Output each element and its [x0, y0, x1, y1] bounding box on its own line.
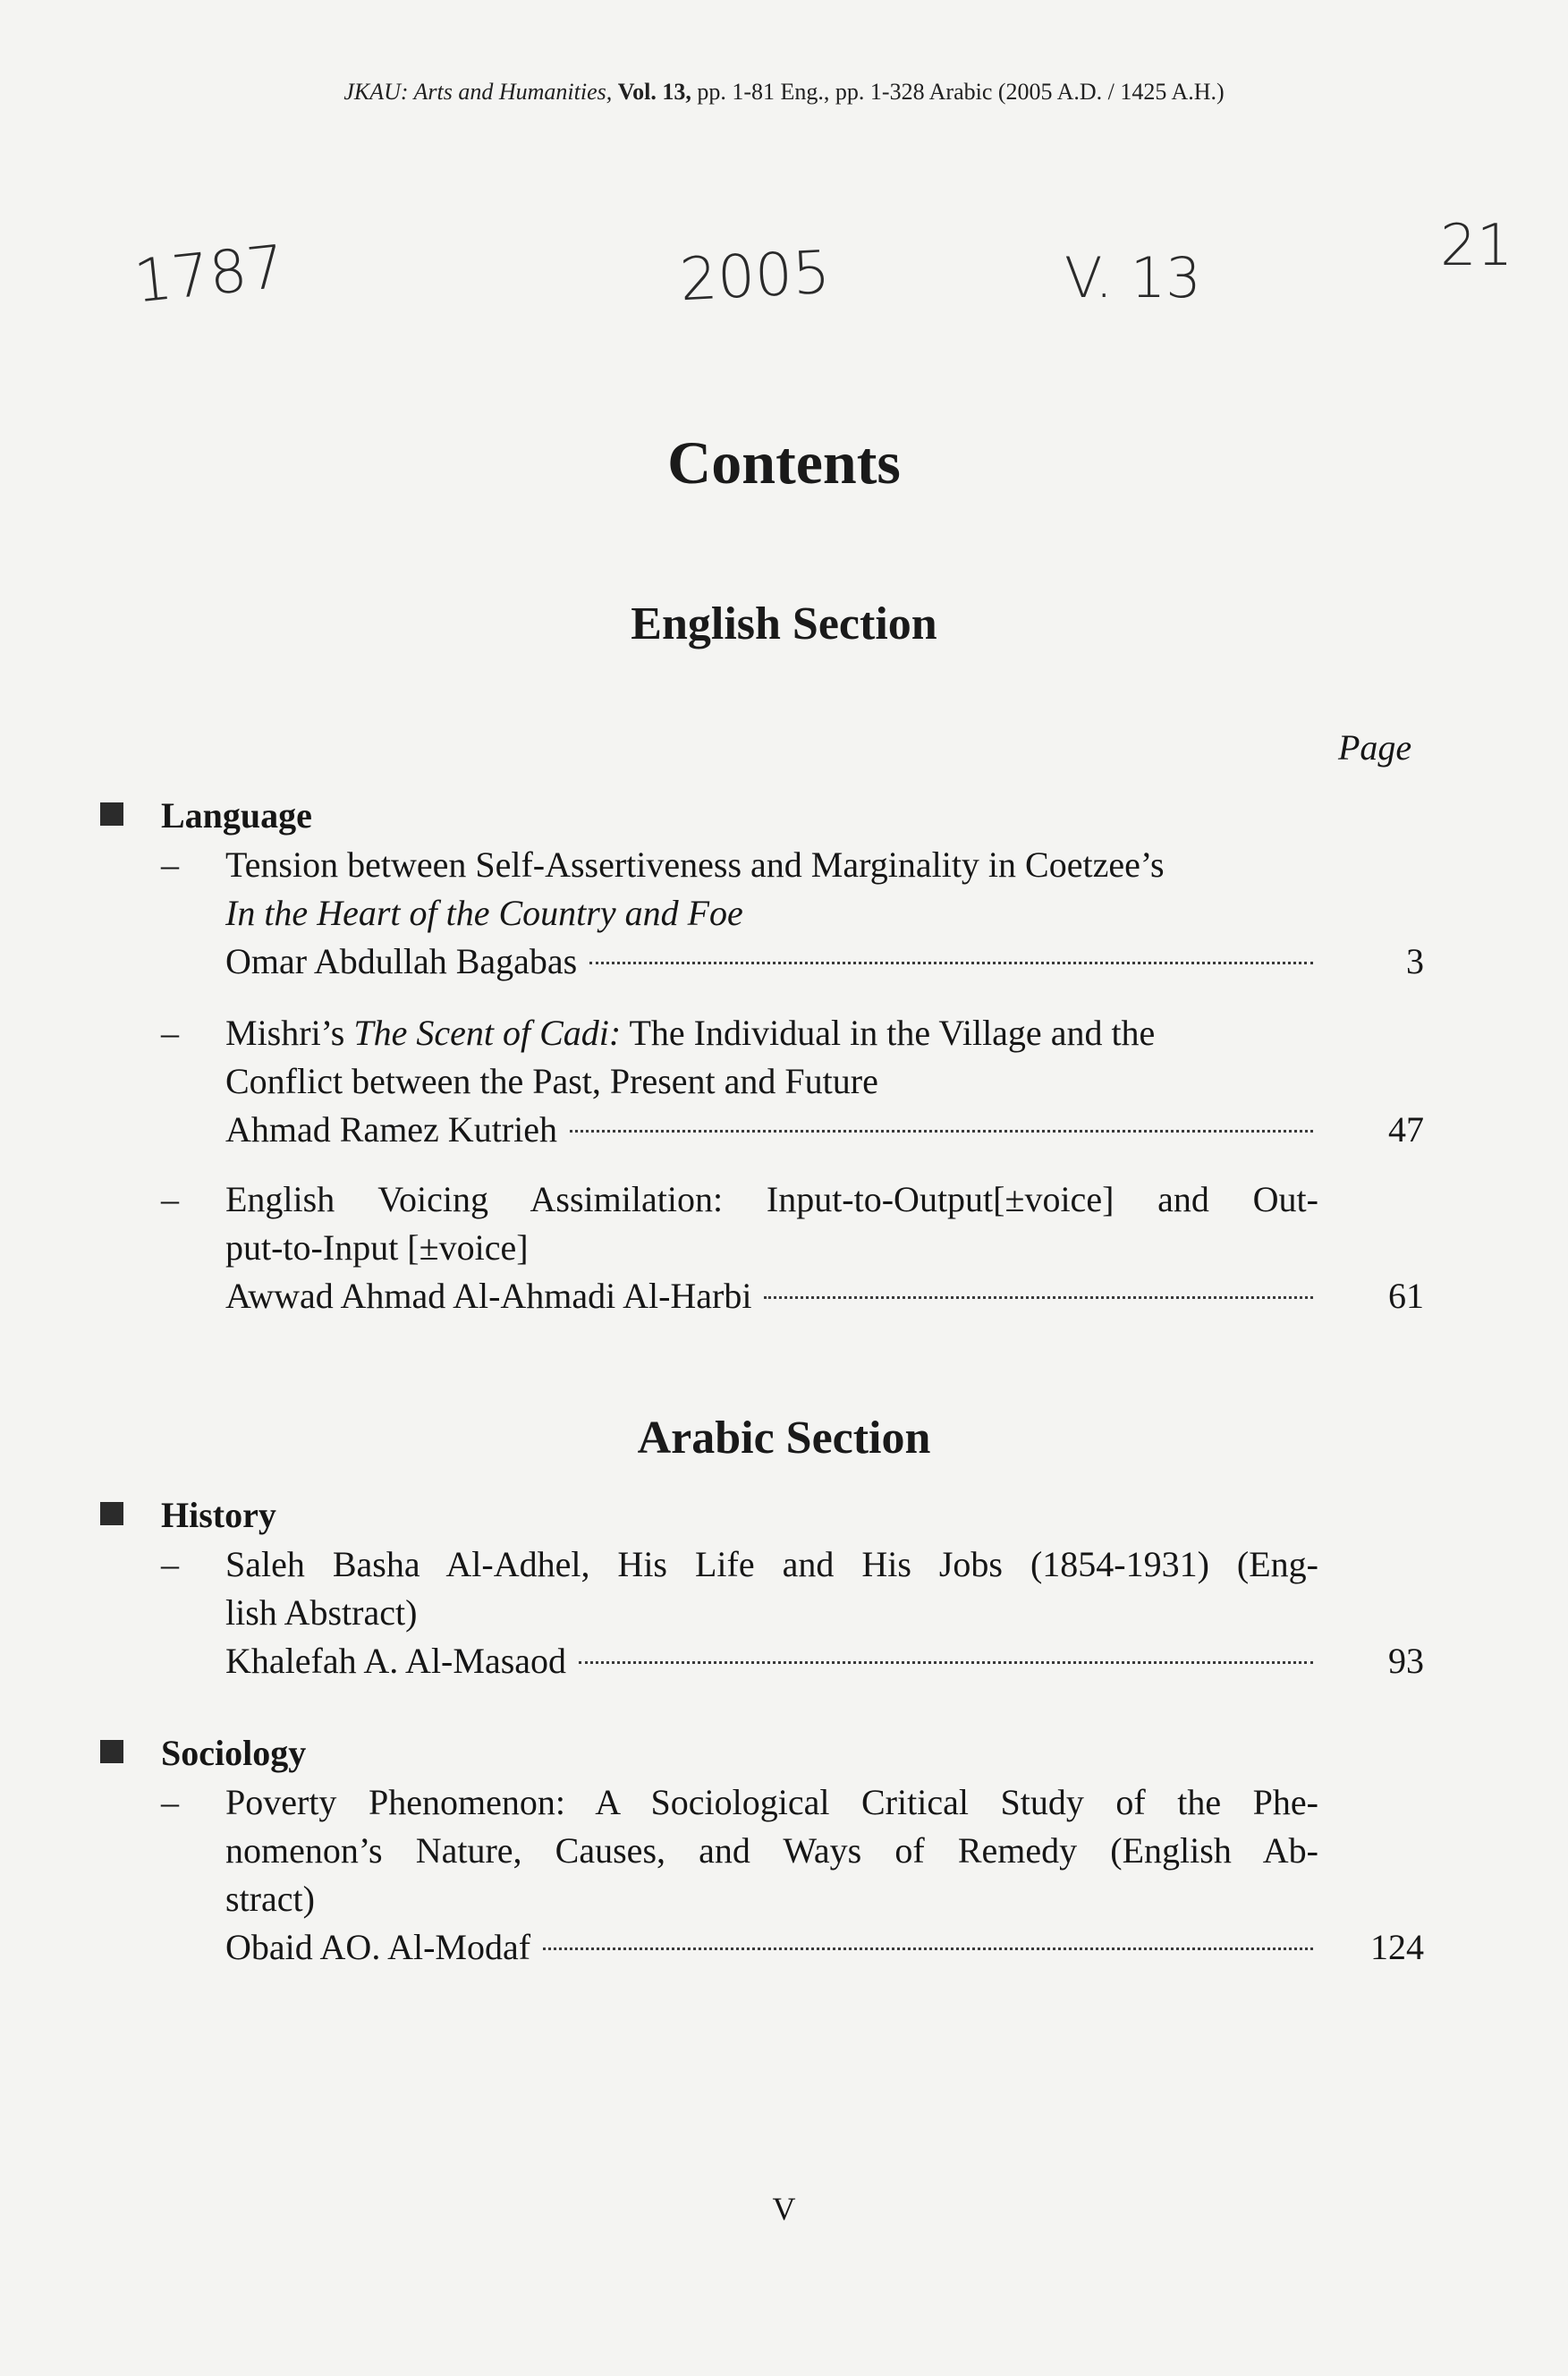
running-header — [0, 79, 1568, 106]
author-name: Omar Abdullah Bagabas — [225, 941, 578, 981]
entry-title-line: Conflict between the Past, Present and Future — [225, 1061, 878, 1101]
toc-entry[interactable] — [161, 841, 1424, 986]
dash-marker: – — [161, 1782, 179, 1822]
entry-title-line: nomenon’s Nature, Causes, and Ways of Remedy (English Ab- — [225, 1830, 1318, 1871]
category-label: Sociology — [161, 1733, 307, 1773]
handwritten-note-3: V. 13 — [1064, 245, 1201, 310]
handwritten-note-4: 21 — [1440, 213, 1513, 279]
title-part: The Individual in the Village and the — [621, 1013, 1156, 1053]
category-language — [100, 794, 312, 836]
entry-title-line: Tension between Self-Assertiveness and Marginality in Coetzee’s — [225, 844, 1165, 885]
entry-title-line: English Voicing Assimilation: Input-to-Output[±voice] and Out- — [225, 1179, 1318, 1219]
entry-title-line: lish Abstract) — [225, 1592, 418, 1633]
dot-leader — [543, 1947, 1313, 1950]
category-history — [100, 1494, 276, 1536]
dot-leader — [570, 1130, 1313, 1133]
category-sociology — [100, 1732, 306, 1774]
toc-entry[interactable] — [161, 1175, 1424, 1320]
author-row — [225, 1272, 1424, 1320]
author-name: Obaid AO. Al-Modaf — [225, 1927, 531, 1967]
journal-name: JKAU: Arts and Humanities, — [343, 79, 613, 105]
author-row — [225, 938, 1424, 986]
dash-marker: – — [161, 844, 179, 885]
arabic-section-heading: Arabic Section — [637, 1413, 931, 1464]
author-row — [225, 1106, 1424, 1154]
dash-marker: – — [161, 1013, 179, 1053]
page-title: Contents — [667, 429, 901, 496]
entry-title-line: Saleh Basha Al-Adhel, His Life and His Jobs (1854-1931) (Eng- — [225, 1544, 1318, 1584]
entry-title-line: Poverty Phenomenon: A Sociological Critical Study of the Phe- — [225, 1782, 1318, 1822]
toc-entry[interactable] — [161, 1778, 1424, 1972]
author-name: Awwad Ahmad Al-Ahmadi Al-Harbi — [225, 1276, 752, 1316]
entry-title-line: In the Heart of the Country and Foe — [225, 893, 743, 933]
handwritten-note-1: 1787 — [131, 232, 288, 317]
title-part-italic: The Scent of Cadi: — [353, 1013, 622, 1053]
volume-label: Vol. 13, — [617, 79, 691, 105]
entry-title-line: put-to-Input [±voice] — [225, 1227, 529, 1268]
english-section-heading: English Section — [631, 598, 937, 649]
page-number: 3 — [1406, 941, 1424, 981]
author-name: Khalefah A. Al-Masaod — [225, 1641, 567, 1681]
entry-title-line — [225, 1009, 1424, 1057]
bullet-square-icon — [100, 1740, 123, 1763]
dot-leader — [764, 1296, 1313, 1299]
page-number: 93 — [1388, 1641, 1424, 1681]
author-name: Ahmad Ramez Kutrieh — [225, 1109, 557, 1150]
toc-entry[interactable] — [161, 1009, 1424, 1154]
dash-marker: – — [161, 1179, 179, 1219]
page-column-label: Page — [1338, 727, 1412, 768]
bullet-square-icon — [100, 802, 123, 826]
author-row — [225, 1637, 1424, 1685]
page-number: 124 — [1370, 1927, 1424, 1967]
bullet-square-icon — [100, 1502, 123, 1525]
handwritten-note-2: 2005 — [678, 237, 832, 315]
category-label: History — [161, 1495, 276, 1535]
entry-title-line: stract) — [225, 1879, 315, 1919]
dot-leader — [589, 962, 1313, 964]
page-number: 47 — [1388, 1109, 1424, 1150]
author-row — [225, 1923, 1424, 1972]
toc-entry[interactable] — [161, 1540, 1424, 1685]
dot-leader — [579, 1661, 1313, 1664]
folio-page-number: V — [772, 2191, 796, 2227]
title-part: Mishri’s — [225, 1013, 354, 1053]
dash-marker: – — [161, 1544, 179, 1584]
page-range: pp. 1-81 Eng., pp. 1-328 Arabic (2005 A.D. / 1425 A.H.) — [697, 79, 1225, 105]
page-number: 61 — [1388, 1276, 1424, 1316]
category-label: Language — [161, 795, 312, 836]
